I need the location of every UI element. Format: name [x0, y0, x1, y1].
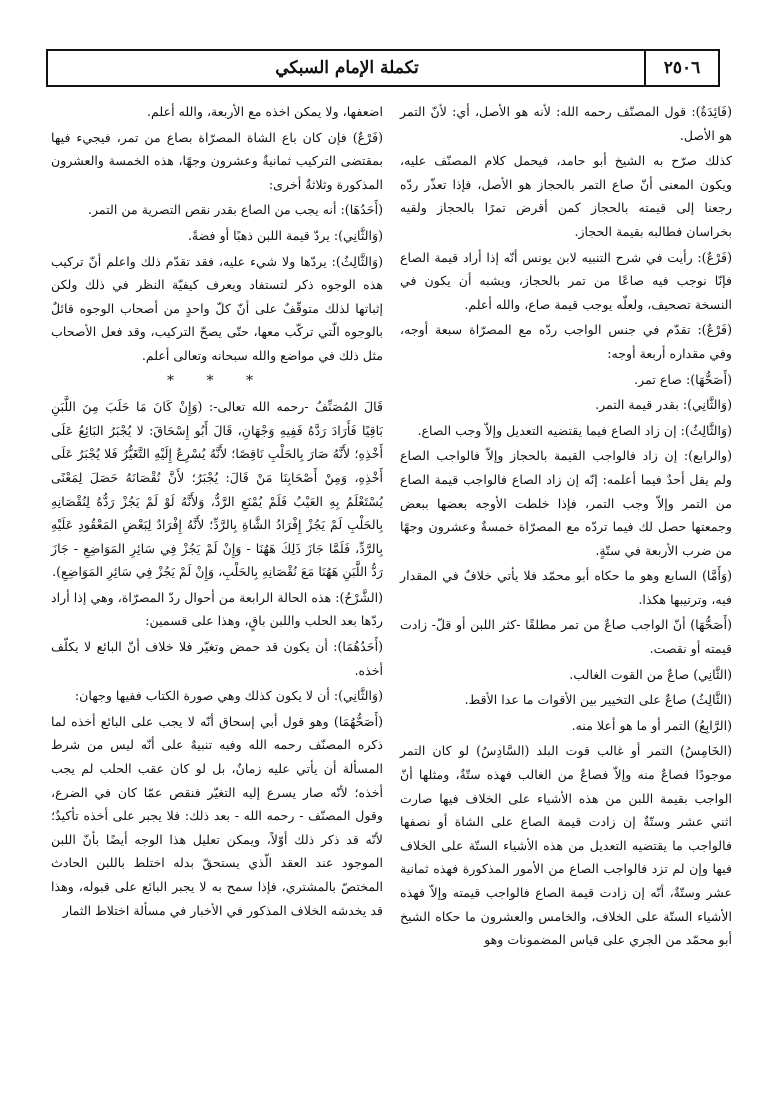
paragraph: (أَصَحُّهَا) أنّ الواجب صاعٌ من تمر مطلقًا -كثر اللبن أو قلّ- زادت قيمته أو نقصت. [400, 617, 732, 657]
paragraph: (وَأَمَّا) السابع وهو ما حكاه أبو محمّد فلا يأتي خلافٌ في المقدار فيه، وترتيبها هكذا. [400, 568, 732, 607]
section-divider-stars: * * * [167, 372, 267, 389]
paragraph: (الثَّانِي) صاعٌ من القوت الغالب. [569, 666, 732, 682]
paragraph: (الشَّرْحُ): هذه الحالة الرابعة من أحوال ردّ المصرّاة، وهي إذا أراد ردّها بعد الحلب واللبن باقٍ، وهذا على قسمين: [51, 589, 383, 629]
right-column [400, 100, 732, 954]
paragraph: (فَرْعٌ): رأيت في شرح التنبيه لابن يونس أنّه إذا أراد قيمة الصاع فإنّا نوجب فيه صاعًا من تمر بالحجاز، ويشبه أن يكون في النسخة تصحيف، ولعلّه يوجب قيمة صاع، والله أعلم. [400, 249, 732, 312]
page-header [46, 49, 720, 87]
paragraph: (الخَامِسُ) التمر أو غالب قوت البلد (السَّادِسُ) لو كان التمر موجودًا فصاعٌ منه وإلاّ فصاعٌ من الغالب فهذه ستّةٌ، ومثلها أنّ الواجب بقيمة اللبن من هذه الأشياء على الخلاف فيها صارت اثني عشر وستّةٌ إن زادت قيمة الصاع على الشاة أو نصفها فالواجب ما يقتضيه التعديل من هذه الأشياء الستّة على الخلاف فيها وإن لم تزد فالواجب الصاع من الأمور المذكورة فهذه ثمانية عشر وستّةٌ، أنّه إن زادت قيمة الصاع فالواجب قيمته وإلاّ فهذه الأشياء الستّة على الخلاف، والخامس والعشرون ما حكاه الشيخ أبو محمّد من الجري على قياس المضمونات وهو [400, 743, 732, 948]
paragraph: (أَصَحُّهَا): صاع تمر. [634, 371, 732, 387]
paragraph: كذلك صرّح به الشيخ أبو حامد، فيحمل كلام المصنّف عليه، ويكون المعنى أنّ صاع التمر بالحجاز هو الأصل، فإذا تعذّر ردّه رجعنا إلى قيمته بالحجاز كمن أقرض تمرًا بالحجاز ولقيه بخراسان فطالبه بقيمة الحجاز. [400, 153, 732, 239]
paragraph: (وَالثَّانِي): يردّ قيمة اللبن ذهبًا أو فضةً. [187, 227, 383, 243]
paragraph: (الثَّالِثُ) صاعٌ على التخيير بين الأقوات ما عدا الأقط. [464, 692, 732, 708]
paragraph: (أَحَدُهُمَا): أن يكون قد حمض وتغيّر فلا خلاف أنّ البائع لا يكلّف أخذه. [51, 639, 383, 678]
matn-quote: قَالَ المُصَنِّفُ -رحمه الله تعالى-: (وَإِنْ كَانَ مَا حَلَبَ مِنَ اللَّبَنِ بَاقِيًا فَأَرَادَ رَدَّهُ فَفِيهِ وَجْهَانِ، قَالَ أَبُو إِسْحَاقَ: لا يُجْبَرُ البَائِعُ عَلَى أَخْذِهِ؛ لأَنَّهُ صَارَ بِالحَلْبِ نَاقِصًا؛ لأَنَّهُ يُسْرِعُ إِلَيْهِ التَّغَيُّرُ فَلا يُجْبَرُ عَلَى أَخْذِهِ، وَمِنْ أَصْحَابِنَا مَنْ قَالَ: يُجْبَرُ؛ لأَنَّ نُقْصَانَهُ حَصَلَ لِمَعْنًى يُسْتَعْلَمُ بِهِ العَيْبُ فَلَمْ يُمْنَعِ الرَّدُّ، وَلأَنَّهُ لَوْ لَمْ يَجُزْ رَدُّهُ لِنُقْصَانِهِ بِالحَلْبِ لَمْ يَجُزْ إِفْرَادُ الشَّاةِ بِالرَّدِّ؛ لأَنَّهُ إِفْرَادٌ لِبَعْضِ المَعْقُودِ عَلَيْهِ بِالرَّدِّ، فَلَمَّا جَازَ ذَلِكَ هَهُنَا - وَإِنْ لَمْ يَجُزْ فِي سَائِرِ المَوَاضِعِ - جَازَ رَدُّ اللَّبَنِ هَهُنَا مَعَ نُقْصَانِهِ بِالحَلْبِ، وَإِنْ لَمْ يَجُزْ فِي سَائِرِ المَوَاضِعِ). [51, 399, 383, 580]
paragraph: (الرَّابِعُ) التمر أو ما هو أعلا منه. [571, 717, 732, 733]
paragraph: (فَرْعٌ) فإن كان باع الشاة المصرّاة بصاع من تمر، فيجيء فيها بمقتضى التركيب ثمانيةٌ وعشرون وجهًا، هذه الخمسة والعشرون المذكورة وثلاثةٌ أخرى: [51, 129, 383, 192]
left-column [51, 100, 383, 924]
paragraph: (وَالثَّانِي): أن لا يكون كذلك وهي صورة الكتاب ففيها وجهان: [74, 688, 383, 704]
paragraph: (فَرْعٌ): تقدّم في جنس الواجب ردّه مع المصرّاة سبعة أوجه، وفي مقداره أربعة أوجه: [400, 322, 732, 361]
paragraph: (أَصَحُّهُمَا) وهو قول أبي إسحاق أنّه لا يجب على البائع أخذه لما ذكره المصنّف رحمه الله وفيه تنبيهٌ على أنّه ليس من شرط المسألة أن يأتي عليه زمانٌ، بل لو كان عقب الحلب لم يجب أخذه؛ لأنّه صار يسرع إليه التغيّر فنقص عمّا كان في الضرع، وقول المصنّف - رحمه الله - بعد ذلك: فلا يجبر على أخذه تأكيدٌ؛ لأنّه قد ذكر ذلك أوّلاً، ويمكن تعليل هذا الوجه أيضًا بأنّ اللبن الموجود عند العقد الّذي يستحقّ بدله اختلط باللبن الحادث المختصّ بالمشتري، فإذا سمح به لا يجبر البائع على قبوله، وهذا قد يخدشه الخلاف المذكور في الأخبار في مسألة اختلاط الثمار [51, 713, 383, 918]
paragraph: (وَالثَّالِثُ): إن زاد الصاع فيما يقتضيه التعديل وإلاّ وجب الصاع. [417, 422, 732, 438]
paragraph: اضعفها، ولا يمكن اخذه مع الأربعة، والله أعلم. [147, 104, 383, 119]
paragraph: (والرابع): إن زاد فالواجب القيمة بالحجاز وإلاّ فالواجب الصاع ولم يقل أحدٌ فيما أعلمه: إنّه إن زاد الصاع فالواجب قيمة الصاع من التمر وإلاّ وجب التمر، فإذا خلطت الأوجه بعضها ببعض وجمعتها حصل لك فيما تردّه مع المصرّاة خمسةٌ وعشرون وجهًا من ضرب الأربعة في ستّةٍ. [400, 448, 732, 558]
paragraph: (وَالثَّانِي): بقدر قيمة التمر. [595, 397, 732, 413]
page-number: ٢٥٠٦ [663, 58, 701, 78]
paragraph: (فَائِدَةٌ): قول المصنّف رحمه الله: لأنه هو الأصل، أي: لأنّ التمر هو الأصل. [400, 104, 732, 143]
book-title: تكملة الإمام السبكي [275, 58, 419, 78]
paragraph: (أَحَدُهَا): أنه يجب من الصاع بقدر نقص التصرية من التمر. [87, 202, 383, 218]
paragraph: (وَالثَّالِثُ): يردّها ولا شيء عليه، فقد تقدّم ذلك واعلم أنّ تركيب هذه الوجوه ذكر لتستفاد ويعرف كيفيّة النظر في ذلك ولكن إثباتها لذلك متوقّفٌ على أنّ كلّ واحدٍ من أصحاب الوجوه قائلٌ بالوجوه الّتي تركّب معها، حتّى يصحّ التركيب، وقد فعل الأصحاب مثل ذلك في مواضع والله سبحانه وتعالى أعلم. [51, 253, 383, 363]
